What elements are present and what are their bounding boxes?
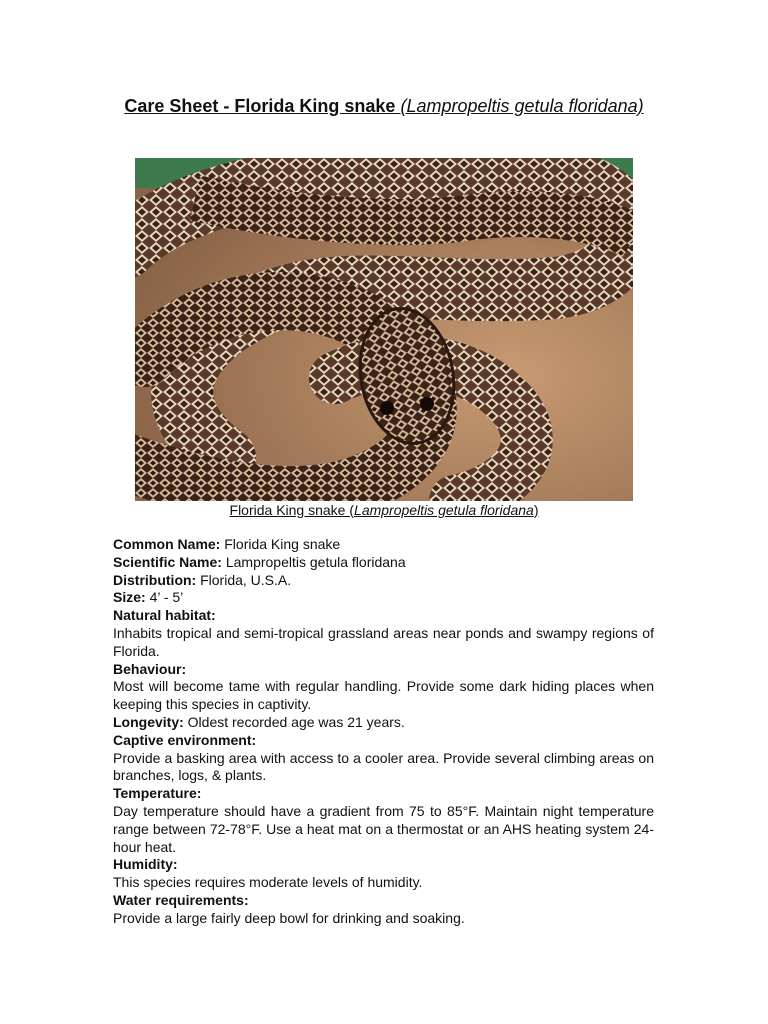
temperature-heading: Temperature: [113, 785, 202, 802]
page-title [112, 94, 656, 118]
habitat-text: Inhabits tropical and semi-tropical grassland areas near ponds and swampy regions of Florida. [113, 624, 654, 659]
water-text: Provide a large fairly deep bowl for drinking and soaking. [113, 909, 465, 926]
title-scientific: (Lampropeltis getula floridana) [400, 96, 644, 116]
snake-photo [135, 158, 633, 501]
temperature-text: Day temperature should have a gradient from 75 to 85°F. Maintain night temperature range between 72-78°F. Use a heat mat on a thermostat or an AHS heating system 24-hour heat. [113, 802, 654, 855]
care-facts [113, 536, 654, 928]
humidity-text: This species requires moderate levels of humidity. [113, 874, 423, 891]
humidity-heading: Humidity: [113, 856, 178, 873]
longevity-line: Longevity: Oldest recorded age was 21 years. [113, 713, 405, 730]
captive-text: Provide a basking area with access to a cooler area. Provide several climbing areas on branches, logs, & plants. [113, 749, 654, 784]
photo-caption: Florida King snake (Lampropeltis getula floridana) [229, 502, 539, 518]
snake-illustration [135, 158, 633, 501]
behaviour-heading: Behaviour: [113, 660, 187, 677]
habitat-heading: Natural habitat: [113, 607, 216, 624]
captive-heading: Captive environment: [113, 731, 257, 748]
distribution-line: Distribution: Florida, U.S.A. [113, 571, 292, 588]
water-heading: Water requirements: [113, 891, 249, 908]
title-common: Care Sheet - Florida King snake [124, 96, 396, 116]
common-name-line: Common Name: Florida King snake [113, 536, 341, 552]
behaviour-text: Most will become tame with regular handling. Provide some dark hiding places when keeping this species in captivity. [113, 678, 654, 713]
scientific-name-line: Scientific Name: Lampropeltis getula floridana [113, 553, 406, 570]
size-line: Size: 4’ - 5’ [113, 589, 184, 606]
